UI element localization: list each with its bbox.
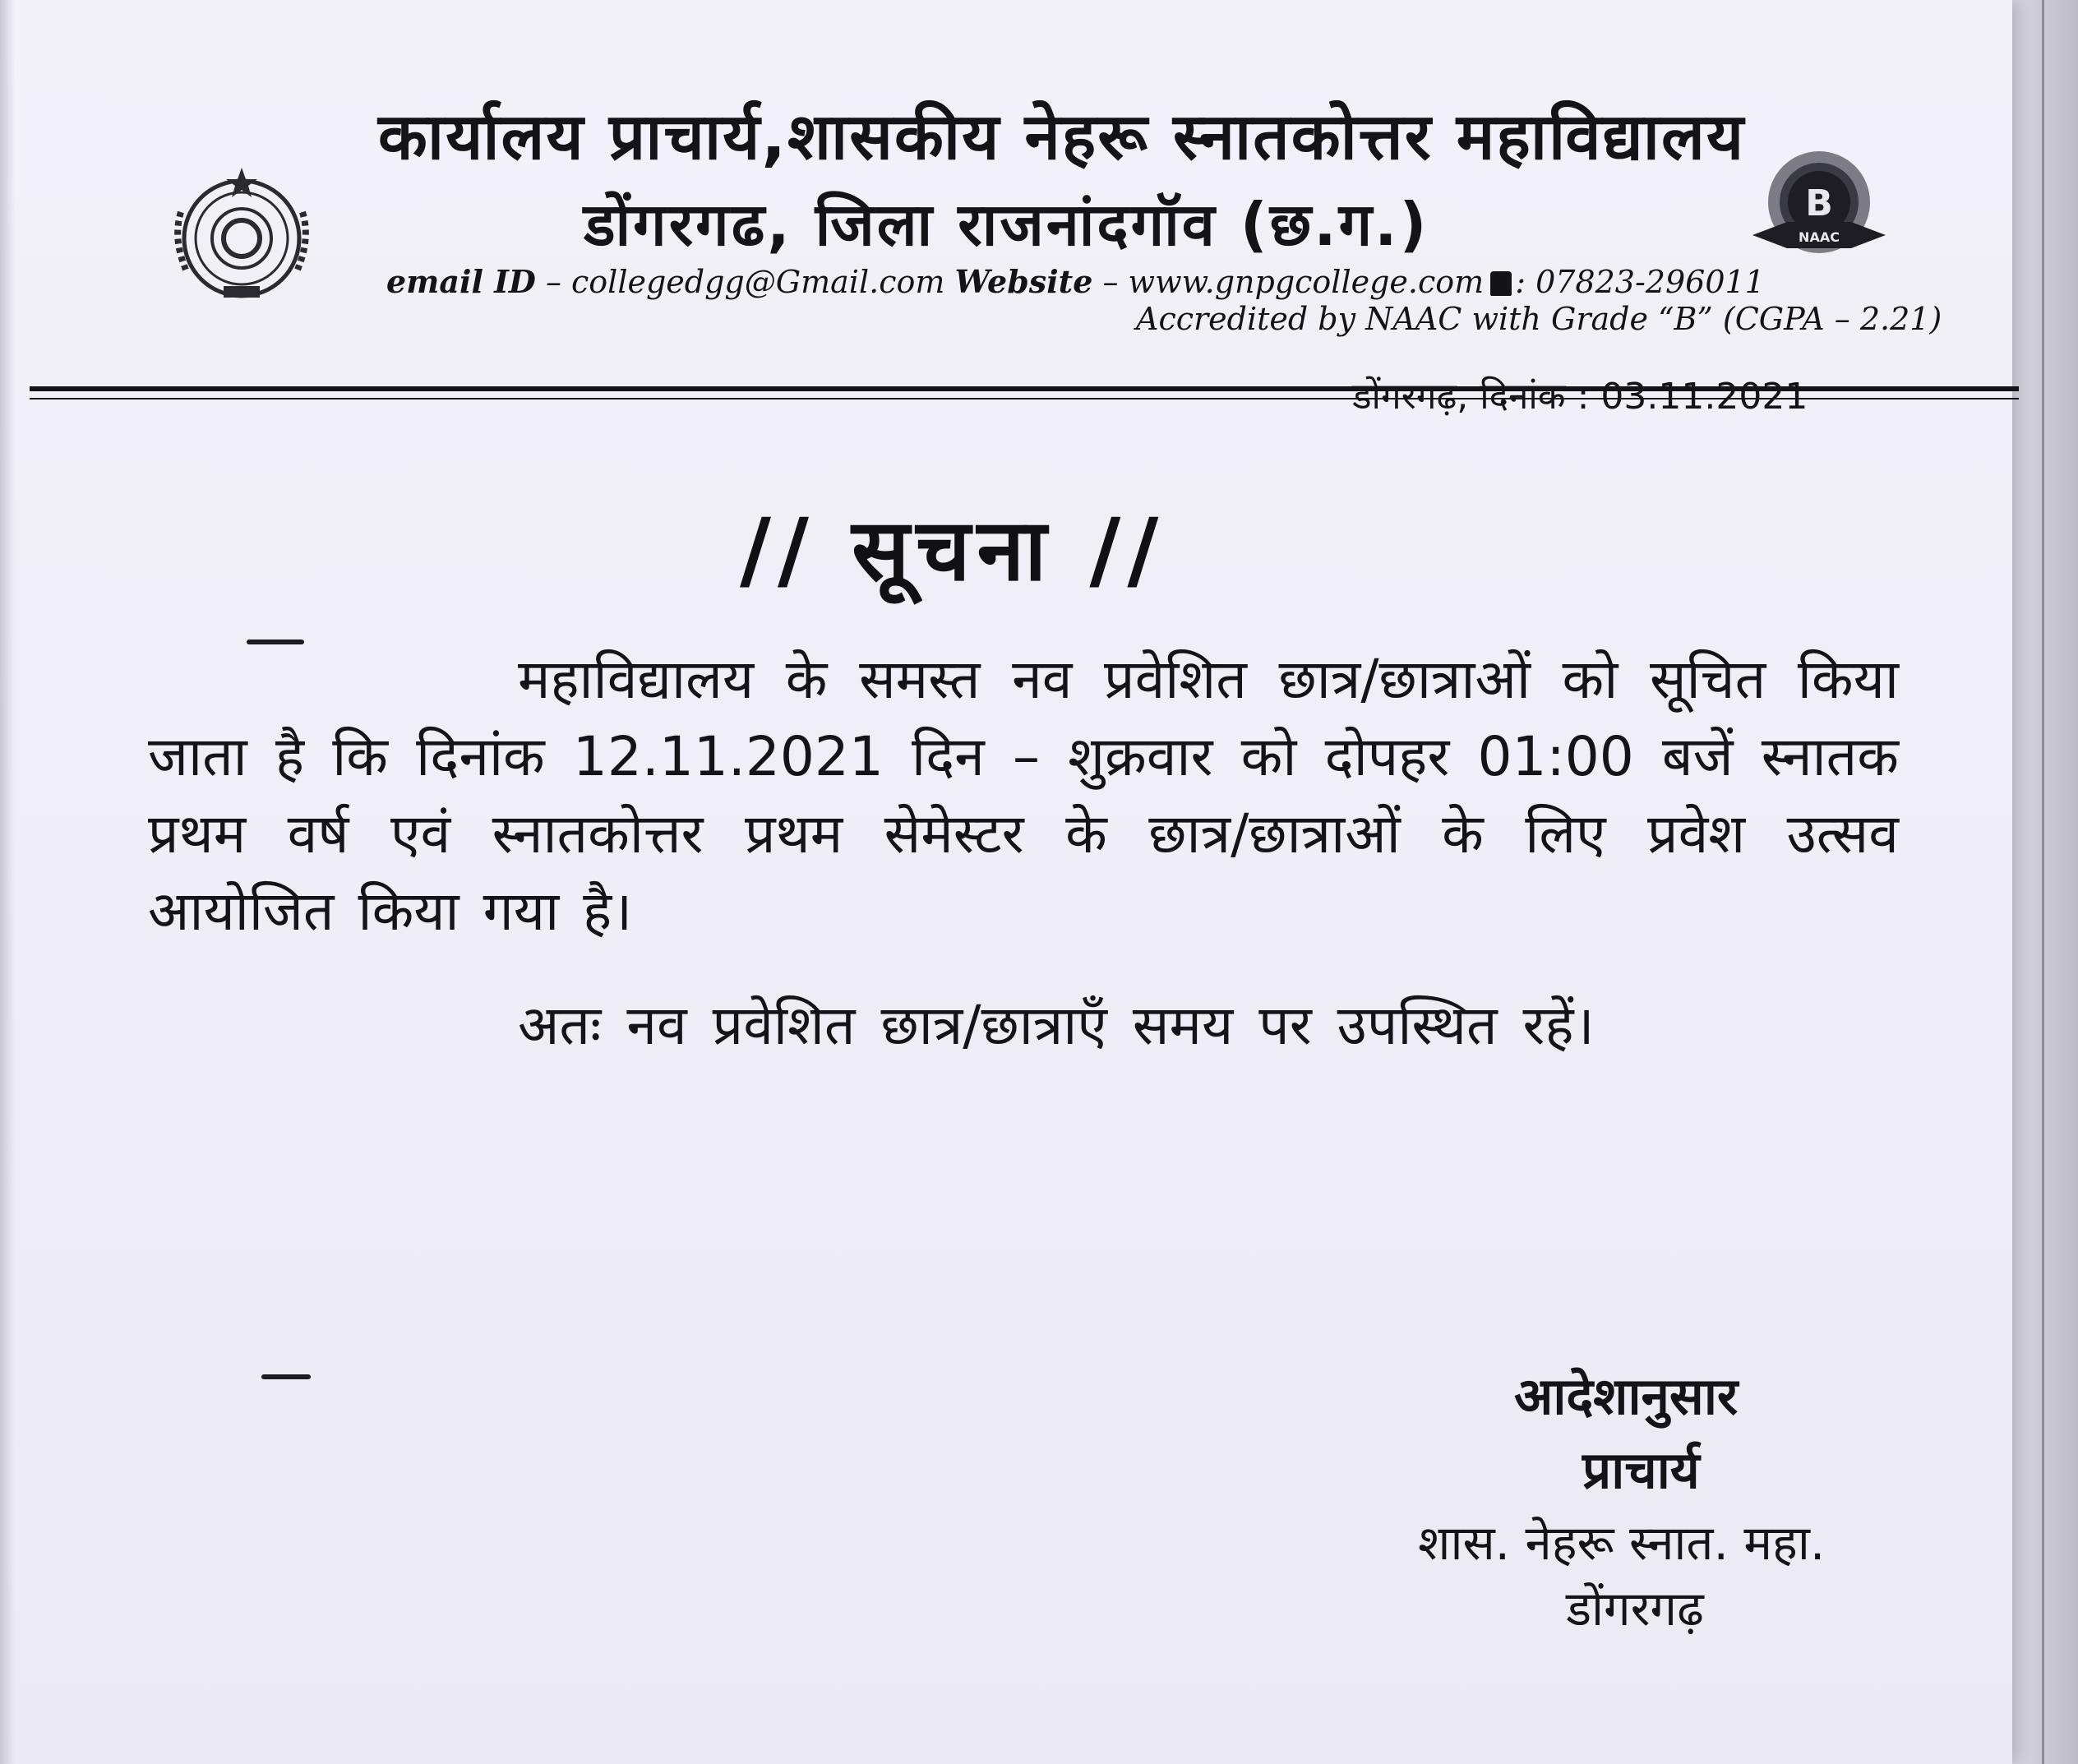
punch-mark [247, 640, 304, 644]
notice-title: // सूचना // [740, 500, 1166, 600]
signature-principal: प्राचार्य [1582, 1440, 1700, 1500]
website-label: Website [954, 263, 1093, 300]
email-label: email ID [386, 263, 536, 300]
website-value: – www.gnpgcollege.com [1102, 264, 1485, 300]
accreditation-line: Accredited by NAAC with Grade “B” (CGPA – 2.21) [1136, 301, 1942, 337]
naac-label: NAAC [1799, 229, 1840, 245]
notice-paragraph: महाविद्यालय के समस्त नव प्रवेशित छात्र/छात्राओं को सूचित किया जाता है कि दिनांक 12.11.2021 दिन – शुक्रवार को दोपहर 01:00 बजें स्नातक प्रथम वर्ष एवं स्नातकोत्तर प्रथम सेमेस्टर के छात्र/छात्राओं के लिए प्रवेश उत्सव आयोजित किया गया है। [148, 648, 1899, 943]
email-value: – collegedgg@Gmail.com [545, 264, 945, 300]
signature-college: शास. नेहरू स्नात. महा. [1418, 1515, 1826, 1571]
college-seal-icon [164, 163, 319, 309]
place-date-line: डोंगरगढ़, दिनांक : 03.11.2021 [1352, 376, 1808, 418]
phone-icon [1490, 271, 1512, 296]
page-edge-strip [2012, 0, 2078, 1764]
office-title-line2: डोंगरगढ, जिला राजनांदगॉव (छ.ग.) [584, 190, 1429, 259]
contact-line [386, 263, 1765, 300]
signature-place: डोंगरगढ़ [1566, 1581, 1704, 1637]
naac-grade: B [1805, 182, 1833, 224]
naac-badge-icon [1749, 146, 1889, 270]
page-edge-line [2042, 0, 2044, 1764]
punch-mark [261, 1374, 311, 1379]
signature-by-order: आदेशानुसार [1514, 1366, 1739, 1426]
notice-instruction: अतः नव प्रवेशित छात्र/छात्राएँ समय पर उपस्थित रहें। [518, 994, 1595, 1057]
office-title-line1: कार्यालय प्राचार्य,शासकीय नेहरू स्नातकोत्तर महाविद्यालय [378, 100, 1746, 174]
phone-value: : 07823-296011 [1515, 264, 1765, 300]
